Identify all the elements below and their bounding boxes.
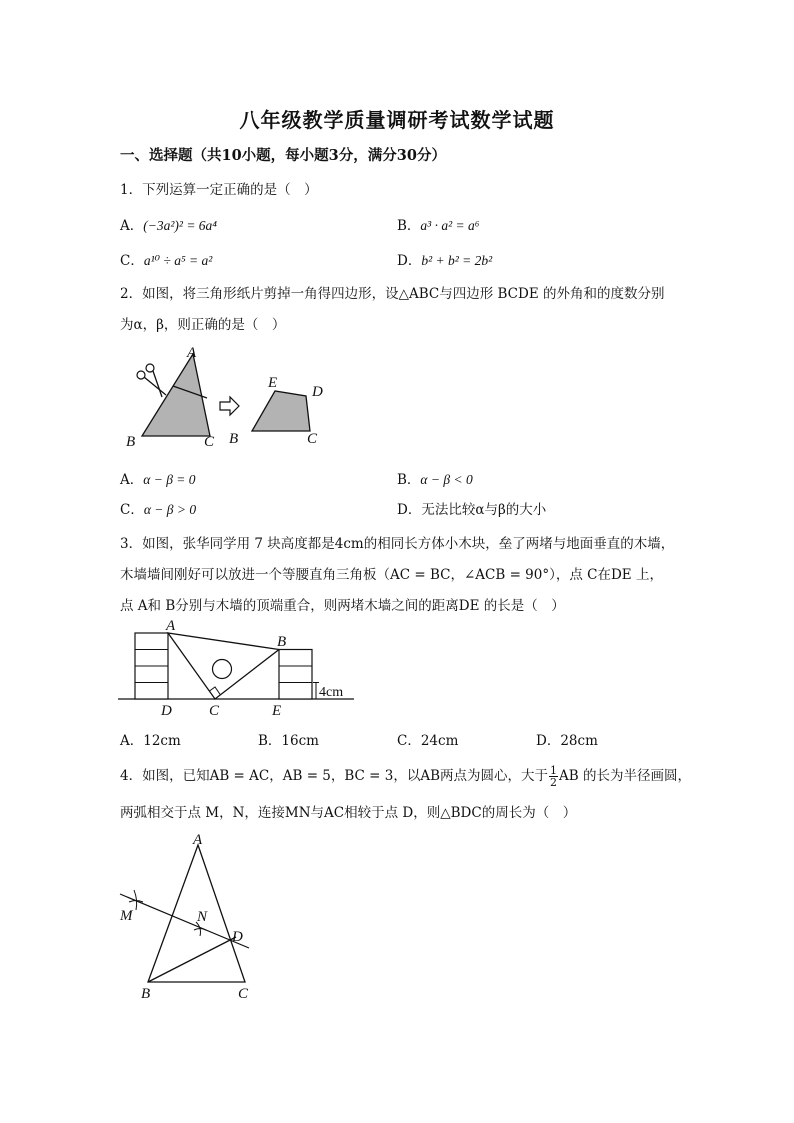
q4-stem-part1: 4．如图，已知AB = AC，AB = 5，BC = 3，以AB两点为圆心，大于: [120, 768, 549, 784]
q4-frac-den: 2: [550, 776, 558, 789]
q3-b-expr: 16cm: [281, 733, 319, 749]
q2-c-expr: α − β > 0: [143, 502, 197, 517]
q3-c-label: C．: [397, 733, 421, 749]
q4-stem-line2: 两弧相交于点 M，N，连接MN与AC相较于点 D，则△BDC的周长为（ ）: [120, 805, 577, 821]
q2-option-a: [120, 468, 196, 488]
q2-option-b: [397, 468, 473, 488]
q3-option-a: [120, 729, 181, 749]
q3-figure: [118, 615, 368, 723]
q2-c-label: C．: [120, 502, 144, 518]
q3-label-a: A: [166, 618, 176, 634]
q4-segment-bd: [148, 937, 236, 982]
q3-label-c: C: [209, 703, 220, 719]
q4-arc-mark-m: [129, 890, 143, 910]
q2-quadrilateral-bcde: [252, 391, 310, 431]
q1-d-expr: b² + b² = 2b²: [421, 253, 493, 268]
q3-height-label: 4cm: [319, 685, 344, 700]
q4-stem-part2: AB 的长为半径画圆，: [559, 768, 692, 784]
q4-label-d: D: [232, 929, 243, 945]
q3-label-d: D: [161, 703, 172, 719]
q4-line-mn: [120, 894, 249, 948]
q2-option-d: [397, 498, 546, 518]
q1-c-expr: a¹⁰ ÷ a⁵ = a²: [143, 253, 213, 268]
q1-option-a: [120, 214, 217, 234]
q3-stem-line1: 3．如图，张华同学用 7 块高度都是4cm的相同长方体小木块，垒了两堵与地面垂直的木墙，: [120, 536, 675, 552]
q2-a-label: A．: [120, 472, 144, 488]
q2-a-expr: α − β = 0: [143, 472, 196, 487]
q4-stem-line1: [120, 764, 691, 788]
arrow-right-icon: [220, 397, 239, 415]
q4-frac-num: 1: [550, 764, 558, 777]
q2-label-d: D: [312, 384, 323, 400]
q4-label-m: M: [120, 908, 133, 924]
q3-left-wall: [135, 633, 168, 699]
q1-option-b: [397, 214, 479, 234]
q2-b-label: B．: [397, 472, 421, 488]
q2-d-expr: 无法比较α与β的大小: [421, 502, 547, 518]
q2-stem-line1: 2．如图，将三角形纸片剪掉一角得四边形，设△ABC与四边形 BCDE 的外角和的度数分别: [120, 286, 665, 302]
q3-option-b: [258, 729, 319, 749]
q2-figure: [120, 340, 340, 455]
q2-d-label: D．: [397, 502, 422, 518]
q3-board-hole: [213, 660, 232, 679]
q3-stem-line2: 木墙墙间刚好可以放进一个等腰直角三角板（AC = BC，∠ACB = 90°），点 C在DE 上，: [120, 567, 663, 583]
q4-label-b: B: [141, 986, 151, 1002]
q4-label-a: A: [193, 832, 203, 848]
section-heading: 一、选择题（共10小题，每小题3分，满分30分）: [120, 147, 446, 164]
scissors-icon: [137, 364, 166, 397]
q3-d-expr: 28cm: [560, 733, 598, 749]
q3-right-wall: [279, 650, 312, 700]
q3-a-label: A．: [120, 733, 144, 749]
q1-a-label: A．: [120, 218, 144, 234]
q1-option-d: [397, 249, 492, 269]
q1-stem: 1．下列运算一定正确的是（ ）: [120, 182, 318, 198]
q3-b-label: B．: [258, 733, 282, 749]
q2-label-e: E: [268, 375, 278, 391]
q2-label-b: B: [126, 434, 136, 450]
q3-label-b: B: [277, 634, 287, 650]
q3-a-expr: 12cm: [143, 733, 181, 749]
q2-label-b2: B: [229, 431, 239, 447]
q1-b-expr: a³ · a² = a⁶: [420, 218, 480, 233]
q3-option-d: [536, 729, 598, 749]
q2-label-c2: C: [307, 431, 318, 447]
page-title: 八年级教学质量调研考试数学试题: [239, 108, 555, 132]
q4-fraction-half: [549, 765, 558, 788]
q2-label-a: A: [187, 345, 197, 361]
q2-label-c: C: [204, 434, 215, 450]
q2-stem-line2: 为α，β，则正确的是（ ）: [120, 317, 286, 333]
q2-option-c: [120, 498, 196, 518]
q3-label-e: E: [272, 703, 282, 719]
q4-figure: [112, 830, 262, 1008]
q1-c-label: C．: [120, 253, 144, 269]
q2-b-expr: α − β < 0: [420, 472, 473, 487]
q3-c-expr: 24cm: [420, 733, 459, 749]
q4-label-n: N: [197, 909, 208, 925]
q1-option-c: [120, 249, 212, 269]
q4-label-c: C: [238, 986, 249, 1002]
q1-a-expr: (−3a²)² = 6a⁴: [143, 218, 217, 233]
q1-d-label: D．: [397, 253, 422, 269]
q3-d-label: D．: [536, 733, 561, 749]
q3-stem-line3: 点 A和 B分别与木墙的顶端重合，则两堵木墙之间的距离DE 的长是（ ）: [120, 598, 565, 614]
q3-option-c: [397, 729, 458, 749]
q1-b-label: B．: [397, 218, 421, 234]
